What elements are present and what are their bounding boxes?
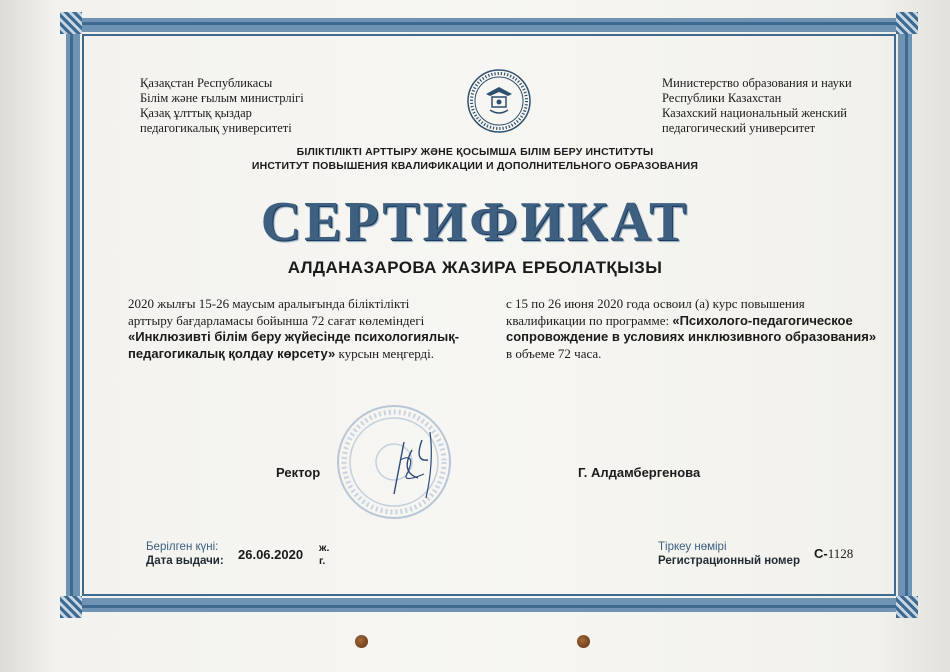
issue-date: 26.06.2020	[238, 547, 304, 562]
corner-ornament-bottom-left	[60, 596, 82, 618]
institute-name-kz: БІЛІКТІЛІКТІ АРТТЫРУ ЖӘНЕ ҚОСЫМША БІЛІМ БЕРУ ИНСТИТУТЫ	[296, 146, 654, 158]
header-left-line: Қазақстан Республикасы	[140, 76, 273, 90]
certificate-title: СЕРТИФИКАТ	[260, 191, 690, 253]
body-ru-line: в объеме 72 часа.	[506, 345, 602, 361]
rector-label: Ректор	[276, 465, 321, 480]
signer-name: Г. Алдамбергенова	[578, 465, 701, 480]
course-title-ru: «Психолого-педагогическое	[672, 312, 853, 328]
body-ru-line: с 15 по 26 июня 2020 года освоил (а) курс повышения	[506, 296, 805, 311]
registration-labels	[658, 540, 800, 568]
body-russian	[506, 296, 876, 362]
corner-ornament-bottom-right	[896, 596, 918, 618]
body-kz-line: курсын меңгерді.	[335, 345, 435, 361]
institute-name-ru: ИНСТИТУТ ПОВЫШЕНИЯ КВАЛИФИКАЦИИ И ДОПОЛНИТЕЛЬНОГО ОБРАЗОВАНИЯ	[251, 160, 699, 172]
punch-hole	[577, 635, 590, 648]
issue-label-ru: Дата выдачи:	[146, 555, 224, 567]
issue-label-kz: Берілген күні:	[146, 541, 219, 553]
header-right	[662, 76, 852, 136]
reg-label-kz: Тіркеу нөмірі	[658, 541, 727, 553]
reg-number-prefix: С-	[814, 546, 828, 561]
corner-ornament-top-left	[60, 12, 82, 34]
university-emblem-icon	[466, 68, 532, 134]
body-kz-line: 2020 жылғы 15-26 маусым аралығында біліктілікті	[128, 296, 410, 311]
header-left	[140, 76, 304, 136]
header-right-line: Республики Казахстан	[662, 91, 782, 105]
course-title-kz: «Инклюзивті білім беру жүйесінде психологиялық-	[128, 329, 460, 344]
recipient-name: АЛДАНАЗАРОВА ЖАЗИРА ЕРБОЛАТҚЫЗЫ	[287, 258, 663, 277]
year-suffix-ru: г.	[319, 555, 326, 567]
course-title-ru: сопровождение в условиях инклюзивного образования»	[506, 329, 877, 344]
corner-ornament-top-right	[896, 12, 918, 34]
header-right-line: Министерство образования и науки	[662, 76, 852, 90]
header-right-line: Казахский национальный женский	[662, 106, 847, 120]
registration-number	[814, 546, 853, 562]
punch-hole	[355, 635, 368, 648]
reg-number-value: 1128	[827, 546, 854, 561]
issue-date-labels	[146, 540, 224, 568]
header-left-line: педагогикалық университеті	[140, 121, 292, 135]
reg-label-ru: Регистрационный номер	[658, 555, 800, 567]
body-ru-line: квалификации по программе:	[506, 312, 673, 328]
body-kazakh	[128, 296, 459, 362]
year-suffix	[319, 542, 329, 568]
official-stamp-icon	[334, 402, 454, 522]
header-right-line: педагогический университет	[662, 121, 816, 135]
year-suffix-kz: ж.	[319, 542, 330, 554]
header-left-line: Білім және ғылым министрлігі	[140, 91, 304, 105]
course-title-kz: педагогикалық қолдау көрсету»	[128, 345, 336, 361]
body-kz-line: арттыру бағдарламасы бойынша 72 сағат көлеміндегі	[128, 312, 425, 328]
header-left-line: Қазақ ұлттық қыздар	[140, 106, 252, 120]
